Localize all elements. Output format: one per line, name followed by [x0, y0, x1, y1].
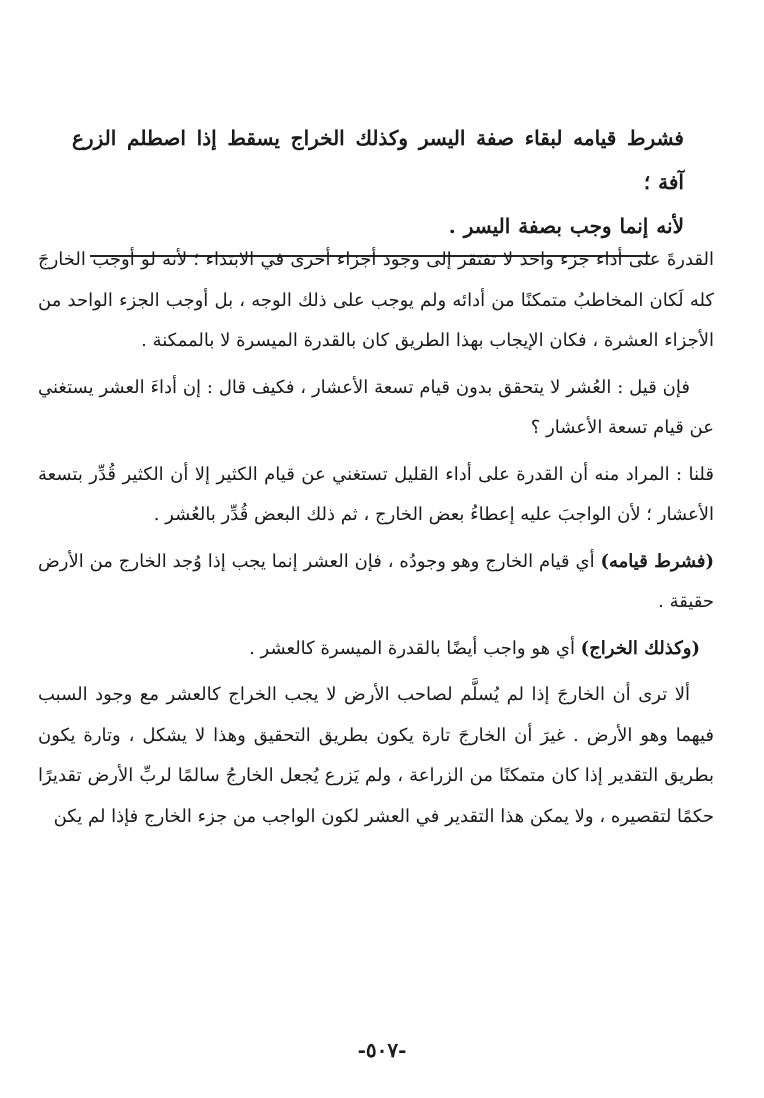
commentary-paragraph-1: القدرةَ على أداء جزء واحد لا تفتقر إلى وجود أجزاء أخرى في الابتداء ؛ لأنه لو أوجب الخارجَ كله لَكان المخاطبُ متمكنًا من أدائه ولم يوجب على ذلك الوجه ، بل أوجب الجزء الواحد من الأجزاء العشرة ، فكان الإيجاب بهذا الطريق كان بالقدرة الميسرة لا بالممكنة .	[38, 249, 714, 351]
commentary-block	[38, 240, 714, 843]
main-text-line-1: فشرط قيامه لبقاء صفة اليسر وكذلك الخراج يسقط إذا اصطلم الزرع آفة ؛	[72, 126, 684, 194]
commentary-paragraph-6: ألا ترى أن الخارجَ إذا لم يُسلَّم لصاحب الأرض لا يجب الخراج كالعشر مع وجود السبب فيهما وهو الأرض . غيرَ أن الخارجَ تارة يكون بطريق التحقيق وهذا لا يشكل ، وتارة يكون بطريق التقدير إذا كان متمكنًا من الزراعة ، ولم يَزرع يُجعل الخارجُ سالمًا لربِّ الأرض تقديرًا حكمًا لتقصيره ، ولا يمكن هذا التقدير في العشر لكون الواجب من جزء الخارج فإذا لم يكن	[38, 684, 714, 827]
commentary-lemma-2: (وكذلك الخراج)	[580, 637, 700, 659]
commentary-lemma-1: (فشرط قيامه)	[600, 550, 715, 572]
main-text-block	[72, 116, 684, 248]
page-number: -٥٠٧-	[357, 1038, 407, 1062]
commentary-paragraph-5	[38, 629, 714, 670]
commentary-paragraph-4-text: أي قيام الخارج وهو وجودُه ، فإن العشر إنما يجب إذا وُجد الخارج من الأرض حقيقة .	[38, 550, 714, 612]
commentary-paragraph-5-text: أي هو واجب أيضًا بالقدرة الميسرة كالعشر .	[249, 637, 581, 659]
main-text-line-2: لأنه إنما وجب بصفة اليسر .	[448, 214, 684, 238]
commentary-paragraph-4	[38, 542, 714, 623]
commentary-paragraph-2: فإن قيل : العُشر لا يتحقق بدون قيام تسعة الأعشار ، فكيف قال : إن أداءَ العشر يستغني عن قيام تسعة الأعشار ؟	[38, 376, 714, 438]
commentary-paragraph-3: قلنا : المراد منه أن القدرة على أداء القليل تستغني عن قيام الكثير إلا أن الكثير قُدِّر بتسعة الأعشار ؛ لأن الواجبَ عليه إعطاءُ بعض الخارج ، ثم ذلك البعض قُدِّر بالعُشر .	[38, 463, 714, 525]
